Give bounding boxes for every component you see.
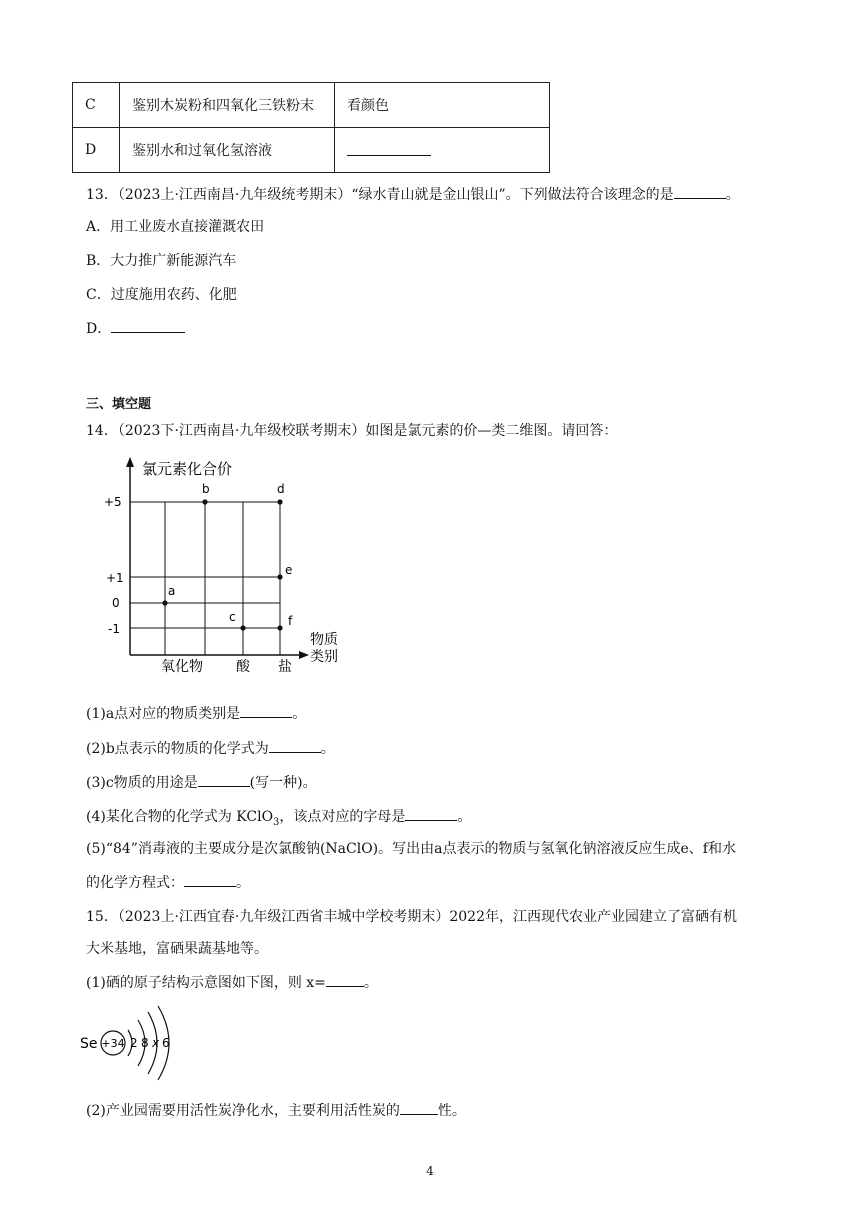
punctuation: 。 — [363, 975, 378, 991]
option-d-label: D． — [86, 321, 112, 337]
data-point-label: c — [229, 610, 236, 624]
punctuation: 。 — [292, 706, 307, 722]
question-number: 15． — [86, 909, 118, 925]
question-source: （2023上·江西南昌·九年级统考期末） — [117, 187, 352, 203]
sub-question-text: 性。 — [437, 1103, 466, 1119]
shell-electrons: 2 — [130, 1036, 138, 1050]
question-13-stem — [86, 184, 740, 204]
page-number: 4 — [426, 1164, 434, 1178]
answer-blank[interactable] — [111, 318, 185, 333]
question-text: 2022年，江西现代农业产业园建立了富硒有机 — [449, 909, 737, 925]
table-cell-option: D — [73, 128, 120, 173]
data-point-label: d — [277, 482, 285, 496]
sub-question-text: (1)硒的原子结构示意图如下图，则 x= — [86, 975, 326, 991]
sub-question-text: (2)b点表示的物质的化学式为 — [86, 741, 269, 757]
q14-sub2 — [86, 738, 335, 758]
question-14-stem — [86, 420, 617, 440]
table-cell-method: 看颜色 — [335, 83, 550, 128]
punctuation: 。 — [236, 875, 250, 891]
sub-question-text: (3)c物质的用途是 — [86, 775, 198, 791]
table-cell-purpose: 鉴别木炭粉和四氧化三铁粉末 — [120, 83, 335, 128]
table-cell-method — [335, 128, 550, 173]
x-axis-label: 类别 — [310, 649, 338, 665]
answer-blank[interactable] — [326, 972, 364, 987]
punctuation: 。 — [457, 809, 472, 825]
q15-sub1 — [86, 972, 378, 992]
answer-blank[interactable] — [674, 184, 726, 199]
data-point-c — [240, 625, 245, 630]
sub-question-text: (写一种)。 — [249, 775, 317, 791]
x-axis-arrow — [299, 651, 309, 659]
punctuation: 。 — [320, 741, 335, 757]
answer-blank[interactable] — [184, 872, 236, 887]
answer-blank[interactable] — [269, 738, 321, 753]
question-number: 13． — [86, 187, 118, 203]
selenium-atom-diagram — [80, 1004, 190, 1084]
answer-blank[interactable] — [240, 703, 292, 718]
data-point-label: b — [202, 482, 210, 496]
y-axis-arrow — [126, 457, 134, 467]
question-15-stem-line2: 大米基地，富硒果蔬基地等。 — [86, 941, 268, 957]
section-title: 三、填空题 — [86, 397, 152, 412]
sub-question-text: (2)产业园需要用活性炭净化水，主要利用活性炭的 — [86, 1103, 400, 1119]
sub-question-text: (1)a点对应的物质类别是 — [86, 706, 241, 722]
option-a: A．用工业废水直接灌溉农田 — [86, 219, 265, 235]
q15-sub2 — [86, 1100, 466, 1120]
shell-electrons: x — [152, 1036, 160, 1050]
question-text: “绿水青山就是金山银山”。下列做法符合该理念的是 — [351, 187, 674, 203]
y-tick-label: +5 — [104, 495, 122, 509]
shell-electrons: 6 — [162, 1036, 170, 1050]
question-15-stem — [86, 906, 737, 926]
answer-blank[interactable] — [347, 141, 431, 156]
q14-sub5-line1: (5)“84”消毒液的主要成分是次氯酸钠(NaClO)。写出由a点表示的物质与氢氧化钠溶液反应生成e、f和水 — [86, 841, 736, 857]
question-number: 14． — [86, 423, 118, 439]
x-category-label: 氧化物 — [161, 659, 203, 675]
x-category-label: 盐 — [278, 659, 292, 675]
y-tick-label: -1 — [108, 622, 120, 636]
sub-question-text: (4)某化合物的化学式为 — [86, 809, 232, 825]
sub-question-text: 的化学方程式： — [86, 875, 184, 891]
valence-category-chart — [100, 455, 350, 685]
element-symbol: Se — [80, 1036, 98, 1052]
q14-sub1 — [86, 703, 306, 723]
question-source: （2023上·江西宜春·九年级江西省丰城中学校考期末） — [117, 909, 450, 925]
data-point-e — [277, 574, 282, 579]
shell-electrons: 8 — [141, 1036, 149, 1050]
option-b: B．大力推广新能源汽车 — [86, 253, 237, 269]
option-d — [86, 318, 185, 338]
sub-question-text: ，该点对应的字母是 — [279, 809, 406, 825]
q14-sub3 — [86, 772, 317, 792]
x-category-label: 酸 — [236, 659, 250, 675]
nuclear-charge: +34 — [101, 1037, 125, 1050]
data-point-label: a — [168, 584, 176, 598]
table-cell-purpose: 鉴别水和过氧化氢溶液 — [120, 128, 335, 173]
option-c: C．过度施用农药、化肥 — [86, 287, 237, 303]
question-source: （2023下·江西南昌·九年级校联考期末） — [117, 423, 366, 439]
question-text: 如图是氯元素的价—类二维图。请回答： — [365, 423, 618, 439]
table-row — [73, 83, 550, 128]
formula-subscript: 3 — [273, 816, 280, 828]
chemical-formula: KClO — [236, 809, 274, 825]
y-tick-label: 0 — [112, 596, 120, 610]
data-point-a — [162, 600, 167, 605]
data-point-label: e — [285, 563, 293, 577]
y-tick-label: +1 — [106, 571, 124, 585]
data-point-d — [277, 499, 282, 504]
q14-sub4 — [86, 806, 471, 828]
data-point-b — [202, 499, 207, 504]
grid — [130, 502, 280, 655]
answer-blank[interactable] — [400, 1100, 438, 1115]
data-point-f — [277, 625, 282, 630]
y-axis-label: 氯元素化合价 — [142, 460, 233, 478]
x-axis-label: 物质 — [310, 632, 338, 648]
q14-sub5-line2 — [86, 872, 250, 892]
table-row — [73, 128, 550, 173]
punctuation: 。 — [725, 187, 740, 203]
table-cell-option: C — [73, 83, 120, 128]
answer-blank[interactable] — [198, 772, 250, 787]
chart-points — [162, 482, 293, 631]
data-point-label: f — [288, 614, 293, 628]
options-table — [72, 82, 550, 173]
answer-blank[interactable] — [405, 806, 457, 821]
